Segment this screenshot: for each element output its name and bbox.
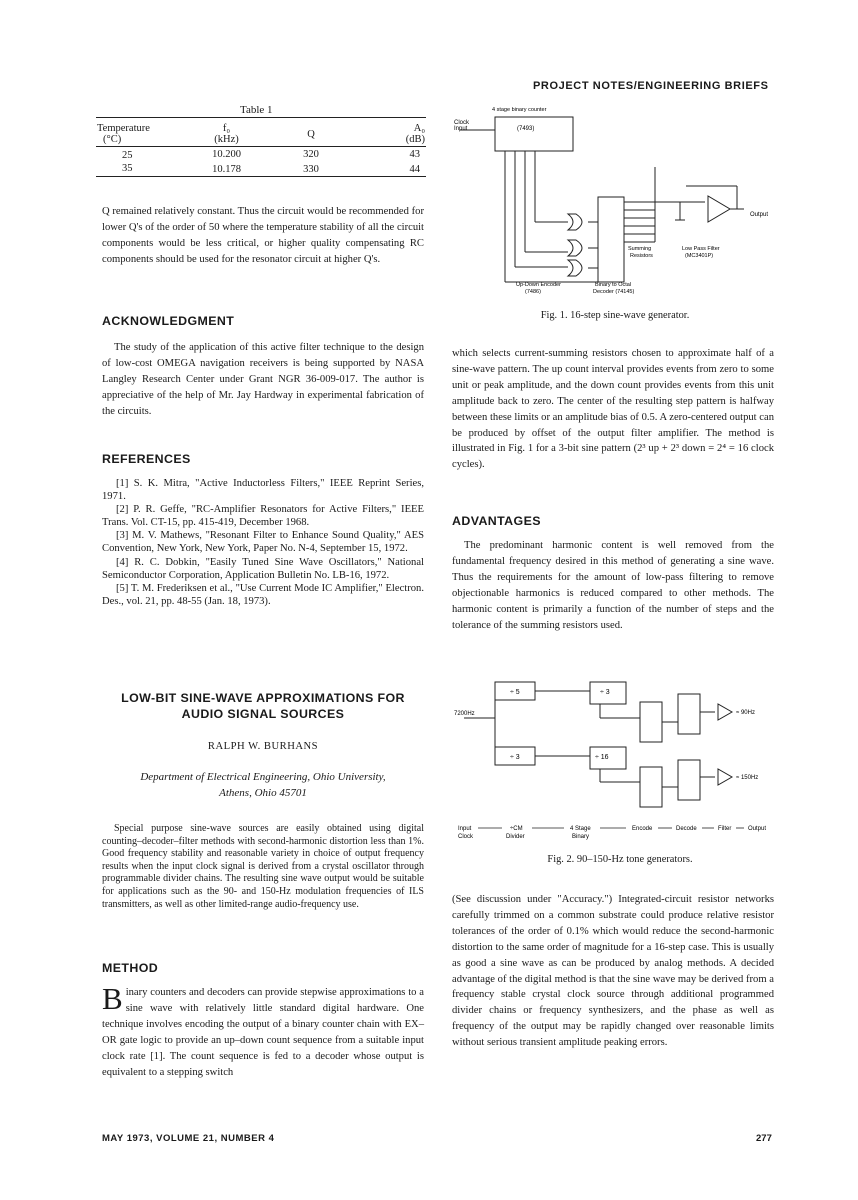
reference-item: [4] R. C. Dobkin, "Easily Tuned Sine Wave Oscillators," National Semiconductor Corporation, Application Bulletin No. LB-16, 1972. bbox=[102, 556, 424, 581]
references-heading: REFERENCES bbox=[102, 452, 191, 466]
advantages-paragraph: The predominant harmonic content is well removed from the fundamental frequency desired in this method of generating a sine wave. Thus the requirements for the amount of low-pass filtering to remove objectionable harmonics is reduced compared to other methods. The harmonic content is primarily a function of the number of steps and the tolerance of the summing resistors used. bbox=[452, 540, 774, 631]
fig2-div3-a: ÷ 3 bbox=[600, 689, 610, 696]
method-paragraph: Binary counters and decoders can provide stepwise approximations to a sine wave with relatively little standard digital hardware. One technique involves encoding the output of a binary counter chain with EX–OR gate logic to provide an up–down count sequence from a suitable input clock rate [1]. The count sequence is fed to a decoder whose output is equivalent to a stepping switch bbox=[102, 981, 424, 1078]
fig1-clock-input-label: Input bbox=[454, 126, 468, 132]
fig2-chain-4stage: 4 Stage bbox=[570, 826, 591, 832]
acknowledgment-heading: ACKNOWLEDGMENT bbox=[102, 314, 235, 328]
fig2-chain-divider: Divider bbox=[506, 834, 525, 840]
table-header-cell: Temperature (°C) bbox=[97, 123, 150, 145]
page-number: 277 bbox=[756, 1133, 772, 1144]
fig1-resistors-label: Resistors bbox=[630, 253, 653, 259]
fig2-chain-output: Output bbox=[748, 826, 767, 832]
fig2-div16: ÷ 16 bbox=[595, 754, 609, 761]
fig2-div5: ÷ 5 bbox=[510, 689, 520, 696]
fig1-decoder-part: Decoder (74145) bbox=[593, 289, 635, 295]
fig1-counter-part: (7493) bbox=[517, 126, 535, 132]
reference-item: [3] M. V. Mathews, "Resonant Filter to Enhance Sound Quality," AES Convention, New York, New York, Paper No. N-4, September 15, 1972. bbox=[102, 530, 424, 555]
table-1-title: Table 1 bbox=[240, 104, 273, 116]
table-row: 25 10.200 320 43 bbox=[96, 147, 426, 163]
author: RALPH W. BURHANS bbox=[207, 741, 319, 752]
fig2-div3-b: ÷ 3 bbox=[510, 754, 520, 761]
figure-1-circuit bbox=[450, 102, 780, 302]
reference-item: [1] S. K. Mitra, "Active Inductorless Filters," IEEE Reprint Series, 1971. bbox=[102, 478, 424, 503]
fig2-chain-cm: ÷CM bbox=[510, 826, 523, 832]
fig2-chain-decode: Decode bbox=[676, 826, 697, 832]
references-list bbox=[102, 477, 424, 608]
table-row: 35 10.178 330 44 bbox=[96, 162, 426, 177]
right-paragraph-1: which selects current-summing resistors chosen to approximate half of a sine-wave pattern. The up count interval provides events from zero to some unit or peak amplitude, and the down count provides events from this unit amplitude back to zero. The center of the resulting step pattern is halfway between these limits or an amplitude bias of 0.5. A zero-centered output can be produced by offset of the output filter amplifier. The method is illustrated in Fig. 1 for a 3-bit sine pattern (2³ up + 2³ down = 2⁴ = 16 clock cycles). bbox=[452, 348, 774, 471]
table-header-cell: Q bbox=[307, 128, 315, 140]
fig1-lpf-part: (MC3401P) bbox=[685, 253, 714, 259]
drop-cap: B bbox=[102, 981, 123, 1016]
fig1-clock-label: Clock bbox=[454, 120, 470, 126]
fig2-chain-encode: Encode bbox=[632, 826, 653, 832]
right-paragraph-2: (See discussion under "Accuracy.") Integrated-circuit resistor networks carefully trimmed on a common substrate could produce relative resistor tolerances of the order of 0.1% which would reduce the second-harmonic distortion to the same order of magnitude for a 16-step case. This is usually as good a sine wave as can be produced by analog methods. A decided advantage of the digital method is that the sine wave may be derived from a frequency stable crystal clock source through additional programmed divider chains or frequency synthesizers, and the phase as well as frequency of the output may be rapidly changed over reasonable limits without serious transient amplitude peaking errors. bbox=[452, 894, 774, 1049]
fig2-chain-input: Input bbox=[458, 826, 472, 832]
fig2-input-frequency: 7200Hz bbox=[454, 711, 475, 717]
acknowledgment-paragraph: The study of the application of this active filter technique to the design of low-cost OMEGA navigation receivers is being supported by NASA Langley Research Center under Grant NGR 36-009-017. The author is appreciative of the help of Mr. Jay Hardway in experimental fabrication of the circuits. bbox=[102, 342, 424, 417]
affiliation: Department of Electrical Engineering, Ohio University, Athens, Ohio 45701 bbox=[140, 771, 386, 799]
fig2-chain-binary: Binary bbox=[572, 834, 590, 840]
abstract: Special purpose sine-wave sources are easily obtained using digital counting–decoder–filter methods with second-harmonic distortion less than 1%. Good frequency stability and reasonable variety in choice of output frequency results when the input clock signal is derived from a crystal oscillator through programmable divider chains. The resulting sine wave output would be suitable for applications such as the 90- and 150-Hz modulation frequencies of ILS transmitters, as well as other limited-range audio-frequency use. bbox=[102, 823, 424, 910]
fig1-counter-label: 4 stage binary counter bbox=[492, 107, 547, 113]
fig2-output-90hz: ≈ 90Hz bbox=[736, 710, 755, 716]
table-header-cell: f₀ (kHz) bbox=[214, 123, 239, 145]
method-heading: METHOD bbox=[102, 961, 159, 975]
reference-item: [5] T. M. Frederiksen et al., "Use Current Mode IC Amplifier," Electron. Des., vol. 21, pp. 48-55 (Jan. 18, 1973). bbox=[102, 582, 424, 607]
reference-item: [2] P. R. Geffe, "RC-Amplifier Resonators for Active Filters," IEEE Trans. Vol. CT-15, pp. 415-419, December 1968. bbox=[102, 504, 424, 529]
fig1-lpf-label: Low Pass Filter bbox=[682, 246, 720, 252]
figure-2-diagram bbox=[450, 672, 790, 847]
fig1-summing-label: Summing bbox=[628, 246, 652, 252]
fig1-output-label: Output bbox=[750, 212, 769, 218]
figure-2-caption: Fig. 2. 90–150-Hz tone generators. bbox=[547, 854, 693, 865]
advantages-heading: ADVANTAGES bbox=[452, 514, 541, 528]
article-title: LOW-BIT SINE-WAVE APPROXIMATIONS FOR AUDIO SIGNAL SOURCES bbox=[121, 691, 405, 721]
fig2-chain-filter: Filter bbox=[718, 826, 732, 832]
journal-footer: MAY 1973, VOLUME 21, NUMBER 4 bbox=[102, 1133, 275, 1144]
fig1-encoder-label: Up-Down Encoder bbox=[516, 282, 561, 288]
fig2-chain-clock: Clock bbox=[458, 834, 474, 840]
fig2-output-150hz: ≈ 150Hz bbox=[736, 775, 759, 781]
fig1-decoder-label: Binary to Octal bbox=[595, 282, 632, 288]
intro-paragraph: Q remained relatively constant. Thus the circuit would be recommended for lower Q's of the order of 50 where the temperature stability of all the circuit components would be less critical, or higher quality compensating RC components should be used for the resonator circuit at higher Q's. bbox=[102, 206, 424, 265]
table-header-cell: A₀ (dB) bbox=[405, 123, 425, 145]
figure-1-caption: Fig. 1. 16-step sine-wave generator. bbox=[540, 310, 690, 321]
running-header: PROJECT NOTES/ENGINEERING BRIEFS bbox=[533, 80, 769, 92]
fig1-encoder-part: (7486) bbox=[525, 289, 541, 295]
table-1 bbox=[96, 117, 426, 177]
